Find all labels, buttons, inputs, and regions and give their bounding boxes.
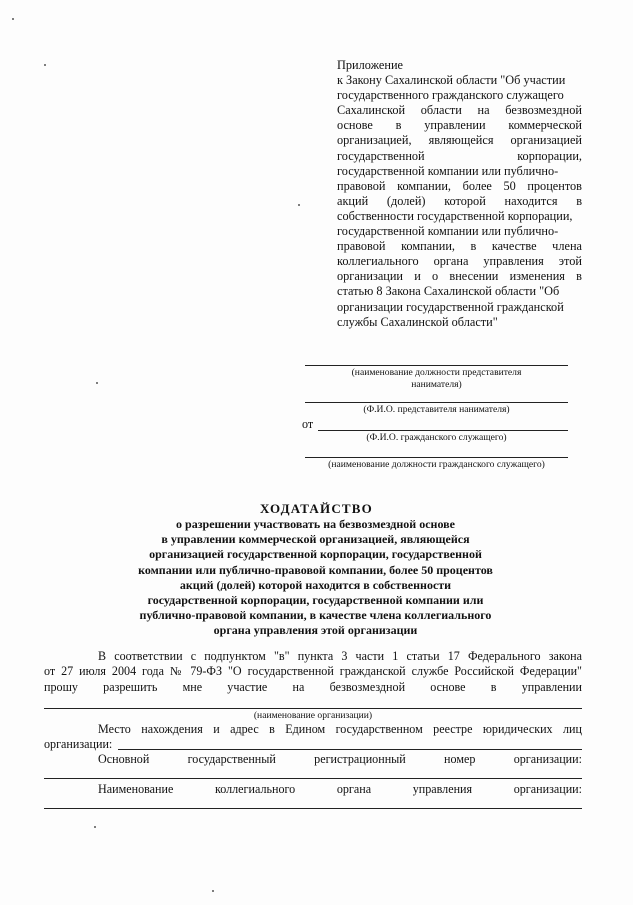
appendix-line: государственного гражданского служащего: [337, 88, 564, 103]
servant-position-line[interactable]: [305, 457, 568, 458]
scan-speck: [44, 64, 46, 66]
body-paragraph-line: прошу разрешить мне участие на безвозмездной основе в управлении: [44, 680, 582, 694]
appendix-line: службы Сахалинской области": [337, 314, 498, 329]
org-name-line[interactable]: [44, 708, 582, 709]
appendix-line: к Закону Сахалинской области "Об участии: [337, 73, 566, 88]
body-paragraph-line: В соответствии с подпунктом "в" пункта 3 части 1 статьи 17 Федерального закона: [98, 649, 582, 663]
petition-title: ХОДАТАЙСТВО: [260, 501, 373, 516]
body-paragraph-line: Основной государственный регистрационный номер организации:: [98, 752, 582, 766]
subtitle-line: компании или публично-правовой компании, более 50 процентов: [138, 562, 493, 577]
org-name-caption: (наименование организации): [253, 710, 373, 721]
appendix-line: правовой компании, более 50 процентов: [337, 178, 582, 193]
employer-name-line[interactable]: [305, 402, 568, 403]
subtitle-line: в управлении коммерческой организацией, являющейся: [161, 532, 470, 547]
appendix-line: правовой компании, в качестве члена: [337, 239, 582, 254]
employer-position-caption: нанимателя): [411, 379, 462, 390]
scan-speck: [94, 826, 96, 828]
appendix-line: Приложение: [337, 58, 403, 72]
appendix-line: организацией, являющейся организацией: [337, 133, 582, 148]
scan-speck: [212, 890, 214, 892]
subtitle-line: акций (долей) которой находится в собственности: [179, 577, 452, 592]
subtitle-line: о разрешении участвовать на безвозмездной основе: [176, 517, 455, 531]
subtitle-line: государственной корпорации, государственной компании или: [147, 593, 484, 608]
appendix-line: акций (долей) которой находится в: [337, 193, 582, 208]
appendix-line: государственной компании или публично-: [337, 224, 559, 239]
appendix-line: собственности государственной корпорации,: [337, 208, 573, 223]
from-label: от: [302, 417, 314, 431]
ogrn-line[interactable]: [44, 778, 582, 779]
servant-name-line[interactable]: [318, 430, 568, 431]
appendix-line: Сахалинской области на безвозмездной: [337, 103, 582, 118]
scan-speck: [96, 382, 98, 384]
employer-position-caption: (наименование должности представителя: [351, 367, 522, 378]
body-paragraph-line: Место нахождения и адрес в Едином государственном реестре юридических лиц: [98, 722, 582, 736]
subtitle-line: органа управления этой организации: [213, 623, 418, 638]
org-address-line[interactable]: [118, 749, 582, 750]
servant-position-caption: (наименование должности гражданского служащего): [328, 459, 545, 470]
governing-body-line[interactable]: [44, 808, 582, 809]
scan-speck: [12, 18, 14, 20]
appendix-block: [337, 58, 582, 330]
servant-name-caption: (Ф.И.О. гражданского служащего): [366, 432, 507, 443]
body-paragraph-line: организации:: [44, 737, 113, 751]
subtitle-line: организацией государственной корпорации, государственной: [149, 547, 482, 562]
body-paragraph-line: от 27 июля 2004 года № 79-ФЗ "О государственной гражданской службе Российской Федерации": [44, 664, 582, 678]
appendix-line: организации государственной гражданской: [337, 299, 564, 314]
petition-subtitle: [100, 517, 531, 639]
employer-position-line[interactable]: [305, 365, 568, 366]
employer-name-caption: (Ф.И.О. представителя нанимателя): [363, 404, 510, 415]
appendix-line: организации и о внесении изменения в: [337, 269, 582, 284]
subtitle-line: публично-правовой компании, в качестве члена коллегиального: [139, 608, 492, 623]
appendix-line: государственной корпорации,: [337, 148, 582, 163]
scan-speck: [298, 204, 300, 206]
appendix-line: статью 8 Закона Сахалинской области "Об: [337, 284, 560, 299]
appendix-line: коллегиального органа управления этой: [337, 254, 582, 269]
appendix-line: основе в управлении коммерческой: [337, 118, 582, 133]
appendix-line: государственной компании или публично-: [337, 163, 559, 178]
body-paragraph-line: Наименование коллегиального органа управления организации:: [98, 782, 582, 796]
